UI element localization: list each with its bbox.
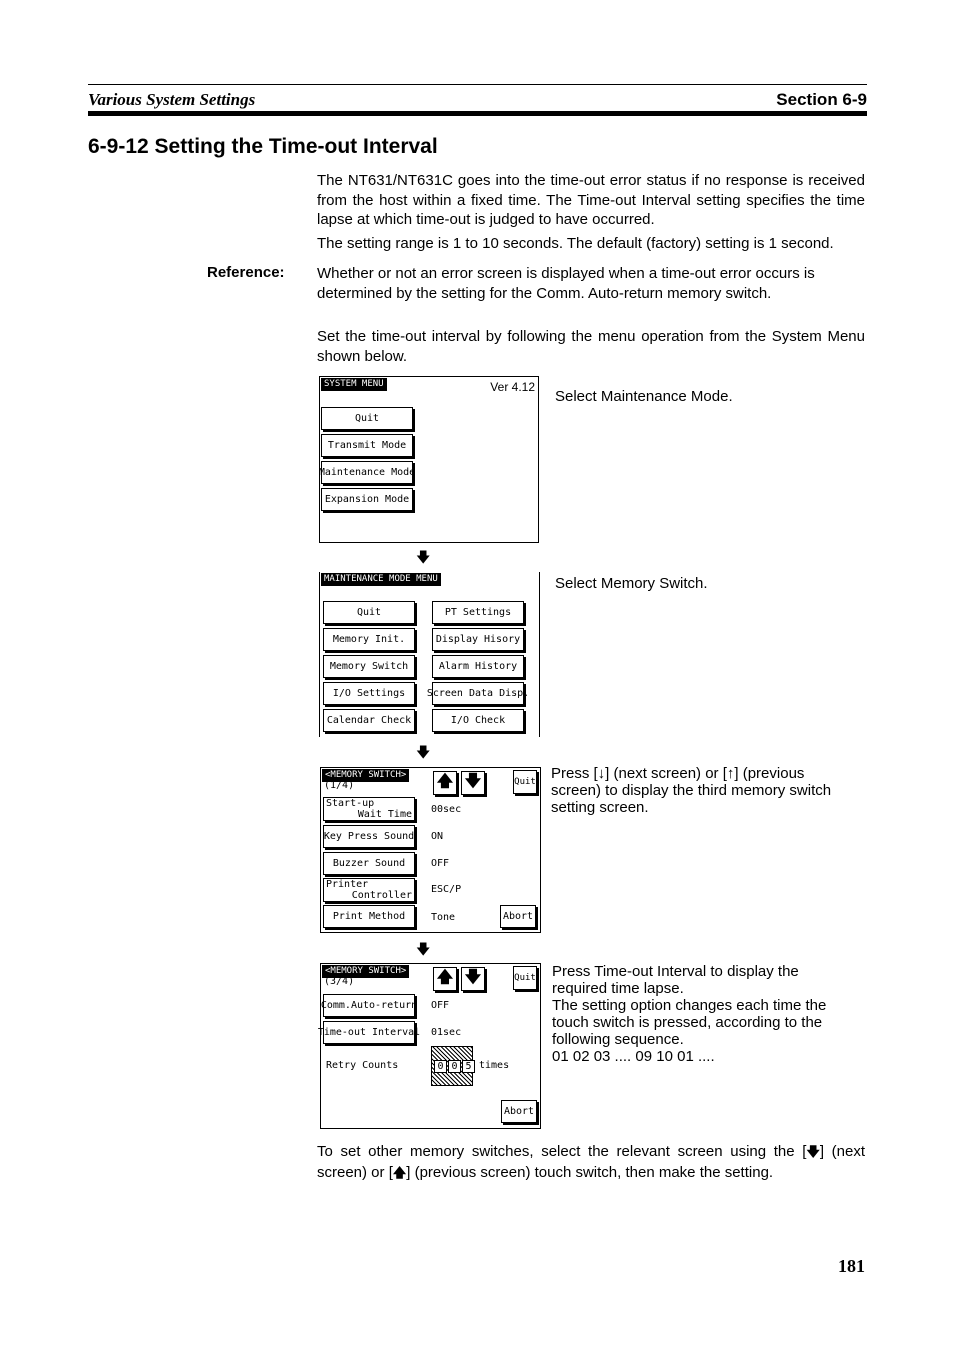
- down-arrow-icon[interactable]: 🡇: [461, 967, 485, 991]
- caption-line: following sequence.: [552, 1031, 684, 1048]
- system-menu-screen: [319, 376, 539, 543]
- buzzer-sound-button[interactable]: Buzzer Sound: [323, 852, 415, 875]
- up-arrow-icon[interactable]: 🡅: [433, 771, 457, 795]
- comm-auto-return-value: OFF: [431, 1000, 450, 1011]
- button-label-line2: Wait Time: [357, 809, 412, 820]
- quit-button[interactable]: Quit: [513, 966, 537, 990]
- reference-text: Whether or not an error screen is displayed when a time-out error occurs is determined by the setting for the Comm. Auto-return memory switch.: [317, 265, 815, 302]
- comm-auto-return-button[interactable]: Comm.Auto-return: [323, 994, 415, 1017]
- arrow-down-icon: 🡇: [416, 745, 431, 761]
- paragraph-range: The setting range is 1 to 10 seconds. The default (factory) setting is 1 second.: [317, 235, 834, 252]
- memory-switch-screen-1: [320, 767, 541, 933]
- screen-title: SYSTEM MENU: [321, 378, 387, 391]
- button-label-line2: Controller: [351, 890, 412, 901]
- up-arrow-icon: 🡅: [392, 1165, 407, 1181]
- memory-switch-button[interactable]: Memory Switch: [323, 655, 415, 678]
- abort-button[interactable]: Abort: [501, 1100, 537, 1123]
- printer-controller-button[interactable]: [323, 878, 415, 902]
- pt-settings-button[interactable]: PT Settings: [432, 601, 524, 624]
- retry-counts-label: Retry Counts: [326, 1060, 399, 1071]
- startup-wait-time-value: 00sec: [431, 804, 462, 815]
- text-segment: ] (next screen) or [: [317, 1143, 866, 1181]
- transmit-mode-button[interactable]: Transmit Mode: [321, 434, 413, 457]
- time-out-interval-value: 01sec: [431, 1027, 462, 1038]
- printer-controller-value: ESC/P: [431, 884, 462, 895]
- page-indicator: (3/4): [324, 976, 355, 987]
- startup-wait-time-button[interactable]: [323, 797, 415, 821]
- button-label-line1: Printer: [326, 879, 369, 890]
- quit-button[interactable]: Quit: [323, 601, 415, 624]
- calendar-check-button[interactable]: Calendar Check: [323, 709, 415, 732]
- memory-init-button[interactable]: Memory Init.: [323, 628, 415, 651]
- up-arrow-icon[interactable]: 🡅: [433, 967, 457, 991]
- key-press-sound-value: ON: [431, 831, 444, 842]
- header-top-rule: [88, 84, 867, 85]
- display-history-button[interactable]: Display Hisory: [432, 628, 524, 651]
- paragraph-menu-operation: Set the time-out interval by following the menu operation from the System Menu shown below.: [317, 328, 865, 365]
- abort-button[interactable]: Abort: [500, 905, 536, 928]
- memory-switch-screen-3: [317, 963, 541, 1129]
- section-title: 6-9-12 Setting the Time-out Interval: [88, 135, 438, 158]
- time-out-interval-button[interactable]: Time-out Interval: [323, 1021, 415, 1044]
- screen-title: <MEMORY SWITCH>: [322, 769, 409, 782]
- caption-line: 01 02 03 .... 09 10 01 ....: [552, 1048, 715, 1065]
- maintenance-menu-screen: [319, 572, 540, 737]
- page-number: 181: [838, 1256, 865, 1276]
- print-method-button[interactable]: Print Method: [323, 905, 415, 928]
- alarm-history-button[interactable]: Alarm History: [432, 655, 524, 678]
- retry-counts-unit: times: [479, 1060, 510, 1071]
- maintenance-mode-button[interactable]: Maintenance Mode: [321, 461, 413, 484]
- caption-line: required time lapse.: [552, 980, 684, 997]
- retry-digit-row: [434, 1060, 475, 1073]
- header-chapter-title: Various System Settings: [88, 90, 256, 109]
- quit-button[interactable]: Quit: [513, 770, 537, 794]
- header-section-number: Section 6-9: [776, 90, 867, 109]
- screen-title: MAINTENANCE MODE MENU: [321, 573, 441, 586]
- reference-label: Reference:: [207, 264, 285, 281]
- caption-time-out-sequence: [552, 963, 862, 1065]
- key-press-sound-button[interactable]: Key Press Sound: [323, 825, 415, 848]
- screen-title: <MEMORY SWITCH>: [322, 965, 409, 978]
- caption-line: Press Time-out Interval to display the: [552, 963, 799, 980]
- print-method-value: Tone: [431, 912, 456, 923]
- paragraph-intro: The NT631/NT631C goes into the time-out error status if no response is received from the host within a fixed time. The Time-out Interval setting specifies the time lapse at which time-out is judged to have occurred.: [317, 172, 865, 228]
- screen-data-disp-button[interactable]: Screen Data Disp.: [432, 682, 524, 705]
- caption-select-maintenance: Select Maintenance Mode.: [555, 388, 733, 405]
- caption-line: The setting option changes each time the: [552, 997, 827, 1014]
- caption-select-memory-switch: Select Memory Switch.: [555, 575, 708, 592]
- down-arrow-icon: 🡇: [806, 1145, 820, 1160]
- text-segment: ] (previous screen) touch switch, then make the setting.: [406, 1163, 774, 1181]
- retry-digit: 5: [462, 1060, 475, 1073]
- retry-counts-keypad[interactable]: [431, 1046, 473, 1086]
- page-indicator: (1/4): [324, 780, 355, 791]
- paragraph-other-switches: [317, 1142, 865, 1183]
- header-rule: [88, 111, 867, 116]
- arrow-down-icon: 🡇: [416, 942, 431, 958]
- caption-line: touch switch is pressed, according to the: [552, 1014, 823, 1031]
- io-settings-button[interactable]: I/O Settings: [323, 682, 415, 705]
- io-check-button[interactable]: I/O Check: [432, 709, 524, 732]
- version-label: Ver 4.12: [490, 380, 535, 394]
- buzzer-sound-value: OFF: [431, 858, 450, 869]
- retry-digit: 0: [434, 1060, 447, 1073]
- retry-digit: 0: [448, 1060, 461, 1073]
- text-segment: To set other memory switches, select the relevant screen using the [: [317, 1143, 807, 1160]
- quit-button[interactable]: Quit: [321, 407, 413, 430]
- down-arrow-icon[interactable]: 🡇: [461, 771, 485, 795]
- expansion-mode-button[interactable]: Expansion Mode: [321, 488, 413, 511]
- arrow-down-icon: 🡇: [416, 550, 431, 566]
- button-label-line1: Start-up: [326, 798, 375, 809]
- caption-press-next-screen: Press [↓] (next screen) or [↑] (previous screen) to display the third memory switch setting screen.: [551, 765, 832, 816]
